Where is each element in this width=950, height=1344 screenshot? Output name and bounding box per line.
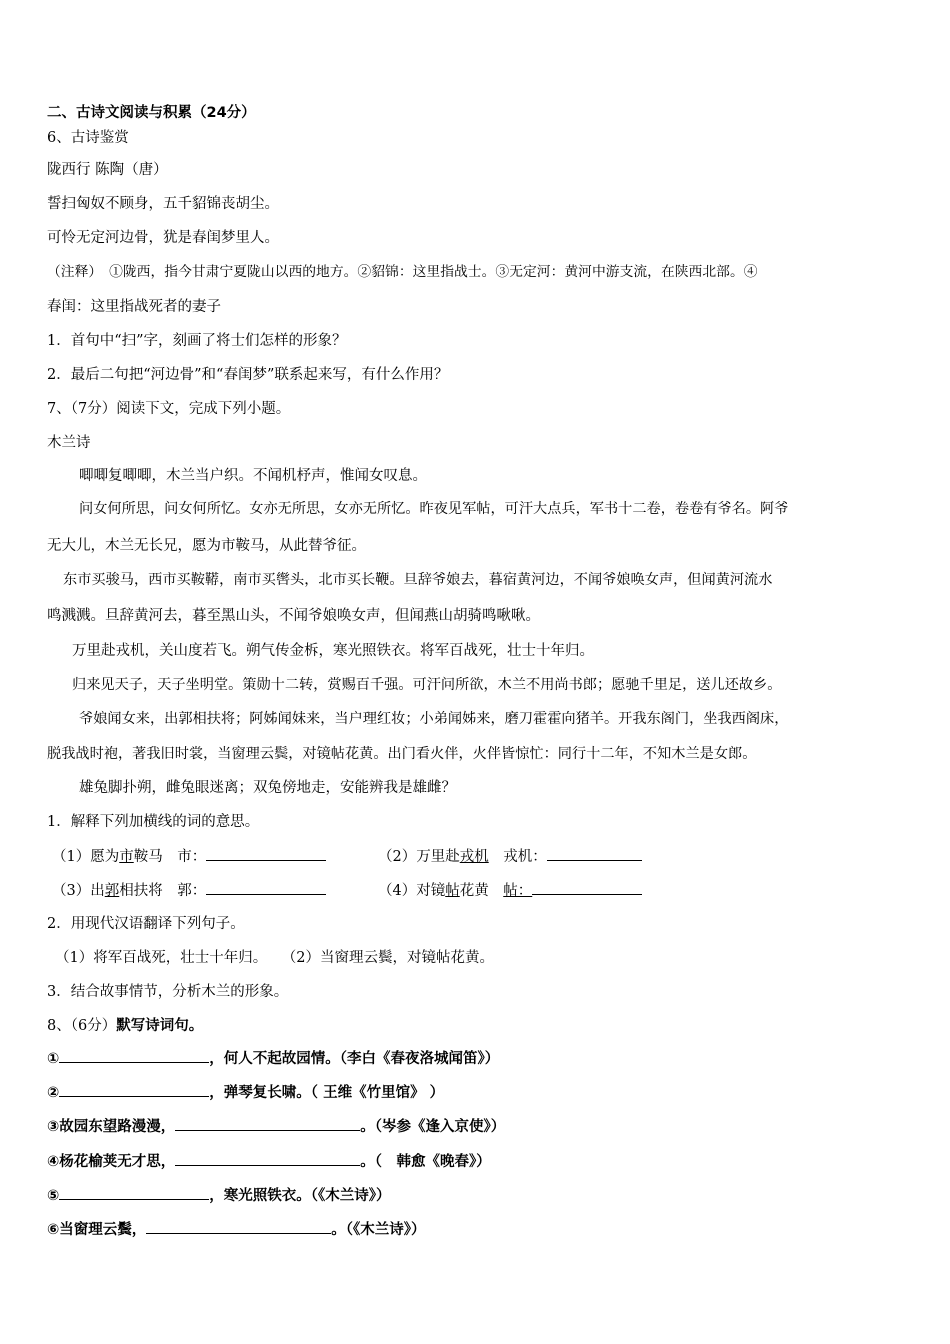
answer-blank[interactable] [547,846,642,861]
answer-blank[interactable] [175,1151,360,1166]
vocab-item [52,846,326,867]
answer-blank[interactable] [59,1185,209,1200]
vocab-item [52,880,326,901]
dictation-after: ，何人不起故园情。（李白《春夜洛城闻笛》） [209,1051,500,1067]
dictation-before: 故园东望路漫漫， [59,1119,176,1135]
q7-sub-question-2: 2．用现代汉语翻译下列句子。 [47,916,245,932]
vocab-underlined-word: 郭 [104,883,120,899]
vocab-item [378,846,642,867]
vocab-item [378,880,642,901]
passage-paragraph: 爷娘闻女来，出郭相扶将；阿姊闻妹来，当户理红妆；小弟闻姊来，磨刀霍霍向猪羊。开我东阁门，坐我西阁床， [79,711,789,727]
dictation-line [47,1219,426,1240]
passage-paragraph-cont: 脱我战时袍，著我旧时裳，当窗理云鬓，对镜帖花黄。出门看火伴，火伴皆惊忙：同行十二年，不知木兰是女郎。 [47,746,757,762]
vocab-underlined-word: 市 [119,849,134,865]
q6-question-1: 1．首句中“扫”字，刻画了将士们怎样的形象？ [47,333,347,349]
circled-number: ⑤ [47,1188,60,1204]
dictation-line [47,1082,444,1103]
dictation-before: 杨花榆荚无才思， [59,1154,176,1170]
passage-paragraph: 雄兔脚扑朔，雌兔眼迷离；双兔傍地走，安能辨我是雄雌？ [79,780,456,796]
circled-number: ④ [47,1154,60,1170]
q7-header: 7、（7分）阅读下文，完成下列小题。 [47,401,291,417]
vocab-underlined-word: 戎机 [459,849,489,865]
vocab-prefix: （3）出 [52,883,105,899]
circled-number: ⑥ [47,1222,60,1238]
passage-paragraph: 唧唧复唧唧，木兰当户织。不闻机杼声，惟闻女叹息。 [79,468,427,484]
dictation-after: 。（《木兰诗》） [331,1222,426,1238]
passage-paragraph: 归来见天子，天子坐明堂。策勋十二转，赏赐百千强。可汗问所欲，木兰不用尚书郎；愿驰千里足，送儿还故乡。 [72,677,782,693]
answer-blank[interactable] [146,1219,331,1234]
vocab-suffix: 相扶将 [119,883,178,899]
section-title: 二、古诗文阅读与积累（24分） [47,105,256,121]
passage-paragraph-cont: 无大儿，木兰无长兄，愿为市鞍马，从此替爷征。 [47,538,366,554]
dictation-line [47,1151,491,1172]
q7-sub-question-1: 1．解释下列加横线的词的意思。 [47,814,260,830]
q8-header-plain: 8、（6分） [47,1018,117,1034]
passage-paragraph: 万里赴戎机，关山度若飞。朔气传金柝，寒光照铁衣。将军百战死，壮士十年归。 [72,643,594,659]
vocab-prefix: （4）对镜 [378,883,446,899]
answer-blank[interactable] [206,846,326,861]
answer-blank[interactable] [532,880,642,895]
dictation-line [47,1185,391,1206]
circled-number: ① [47,1051,60,1067]
dictation-line [47,1116,505,1137]
vocab-term: 戎机： [503,849,547,865]
vocab-suffix: 鞍马 [133,849,178,865]
answer-blank[interactable] [175,1116,360,1131]
q7-sub-question-3: 3．结合故事情节，分析木兰的形象。 [47,984,289,1000]
vocab-prefix: （1）愿为 [52,849,120,865]
poem-line: 可怜无定河边骨，犹是春闺梦里人。 [47,230,279,246]
vocab-prefix: （2）万里赴 [378,849,460,865]
q8-header [47,1016,203,1036]
poem-notes: （注释） ①陇西，指今甘肃宁夏陇山以西的地方。②貂锦：这里指战士。③无定河：黄河中游支流，在陕西北部。④ [47,264,758,280]
poem-line: 誓扫匈奴不顾身，五千貂锦丧胡尘。 [47,196,279,212]
text-title: 木兰诗 [47,435,91,451]
poem-title: 陇西行 陈陶（唐） [47,162,168,178]
circled-number: ③ [47,1119,60,1135]
answer-blank[interactable] [206,880,326,895]
circled-number: ② [47,1085,60,1101]
answer-blank[interactable] [59,1082,209,1097]
vocab-term: 郭： [177,883,207,899]
dictation-after: ，寒光照铁衣。（《木兰诗》） [209,1188,391,1204]
q6-header: 6、古诗鉴赏 [47,130,129,146]
dictation-after: ，弹琴复长啸。（ 王维《竹里馆》 ） [209,1085,445,1101]
passage-paragraph: 问女何所思，问女何所忆。女亦无所思，女亦无所忆。昨夜见军帖，可汗大点兵，军书十二卷，卷卷有爷名。阿爷 [79,501,789,517]
q6-question-2: 2．最后二句把“河边骨”和“春闺梦”联系起来写，有什么作用？ [47,367,449,383]
vocab-suffix: 花黄 [459,883,504,899]
answer-blank[interactable] [59,1048,209,1063]
dictation-line [47,1048,499,1069]
poem-notes-cont: 春闺：这里指战死者的妻子 [47,299,221,315]
vocab-underlined-word: 帖 [445,883,460,899]
passage-paragraph: 东市买骏马，西市买鞍鞯，南市买辔头，北市买长鞭。旦辞爷娘去，暮宿黄河边，不闻爷娘唤女声，但闻黄河流水 [63,572,773,588]
dictation-after: 。（ 韩愈《晚春》） [360,1154,491,1170]
q8-header-bold: 默写诗词句。 [116,1018,204,1034]
vocab-term: 帖： [503,883,533,899]
vocab-term: 市： [177,849,207,865]
vocab-suffix [489,849,504,865]
dictation-after: 。（岑参《逢入京使》） [360,1119,506,1135]
passage-paragraph-cont: 鸣溅溅。旦辞黄河去，暮至黑山头，不闻爷娘唤女声，但闻燕山胡骑鸣啾啾。 [47,608,540,624]
translation-items: （1）将军百战死，壮士十年归。 （2）当窗理云鬓，对镜帖花黄。 [55,950,494,966]
dictation-before: 当窗理云鬓， [59,1222,147,1238]
